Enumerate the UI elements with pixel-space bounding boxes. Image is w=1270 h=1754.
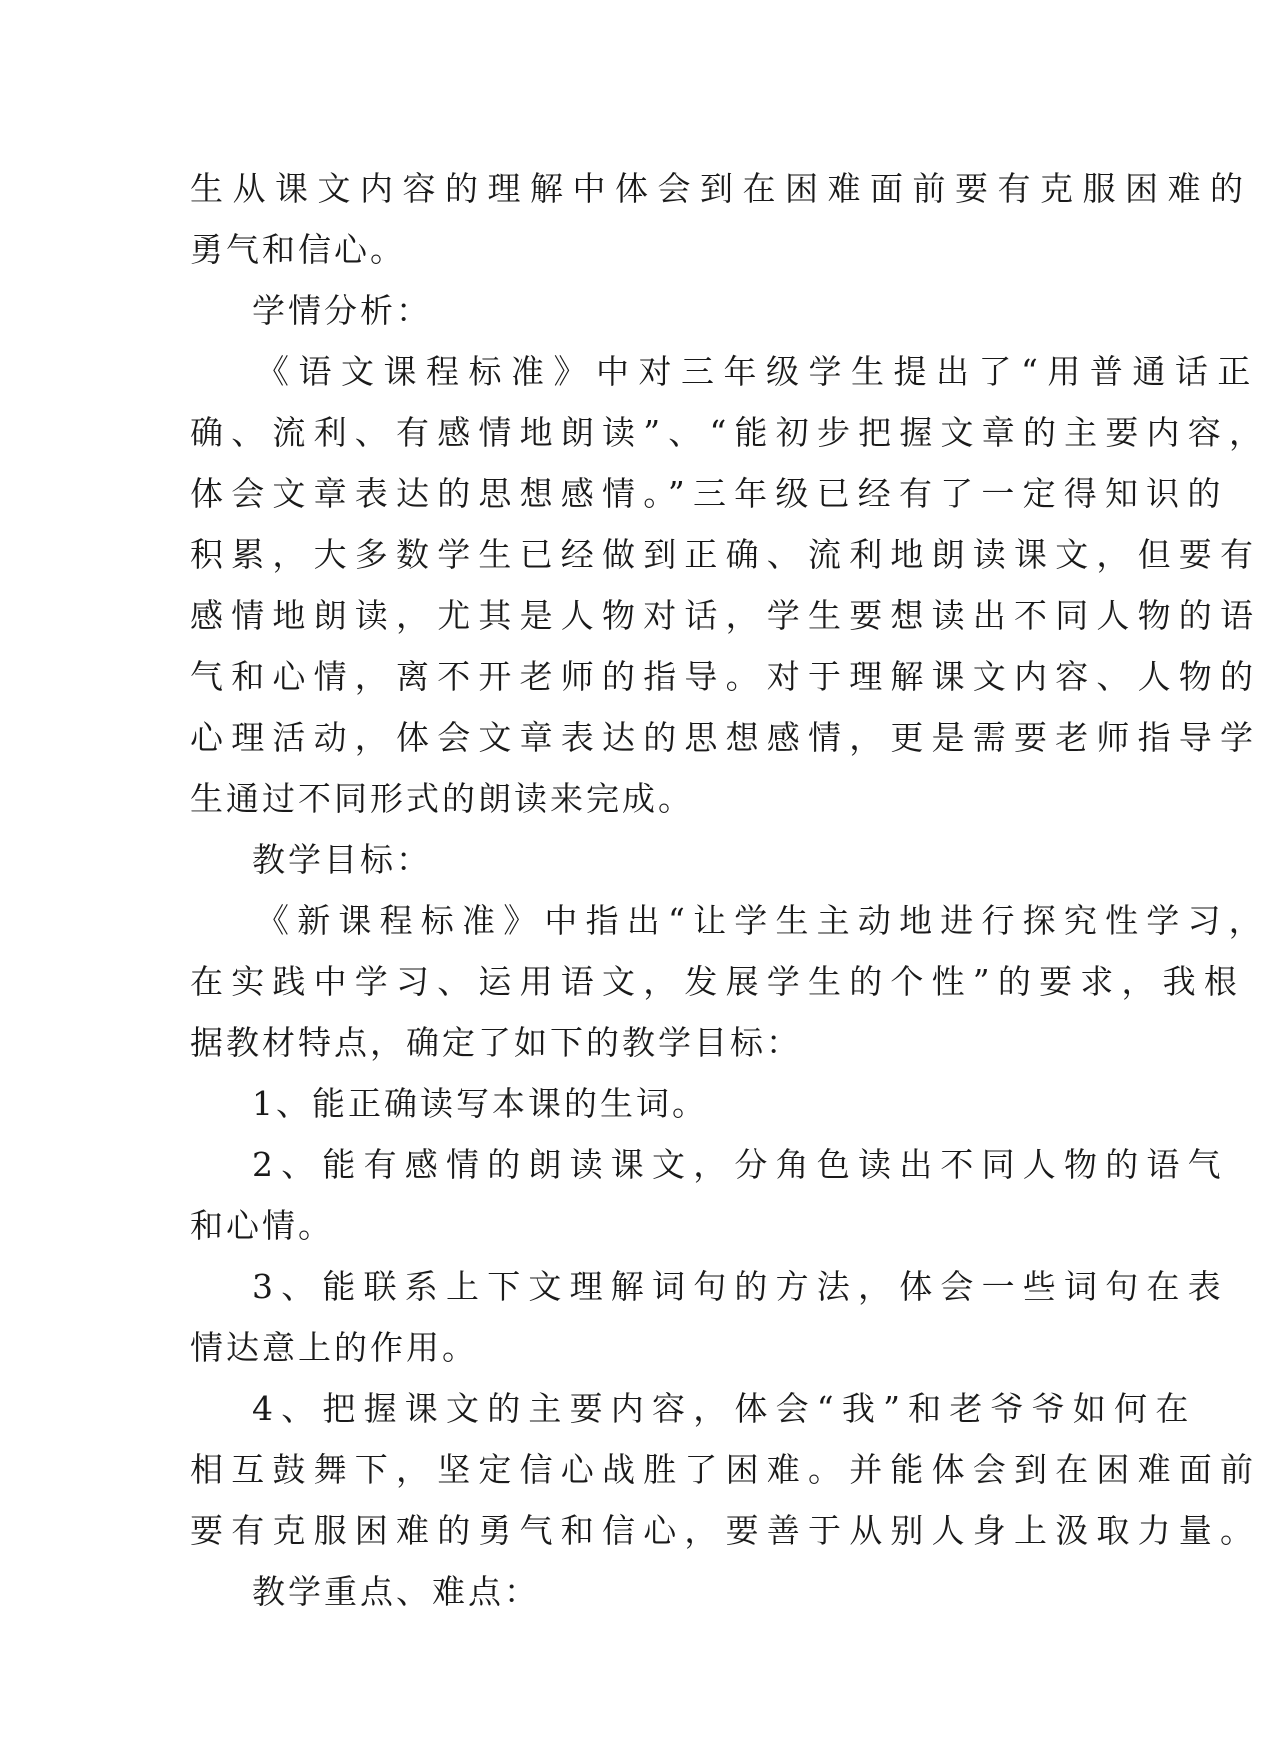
- paragraph-line: 生从课文内容的理解中体会到在困难面前要有克服困难的: [190, 169, 1253, 208]
- paragraph-line: 《语文课程标准》中对三年级学生提出了“用普通话正: [256, 352, 1260, 391]
- paragraph-line: 生通过不同形式的朗读来完成。: [190, 779, 694, 818]
- paragraph-line: 气和心情，离不开老师的指导。对于理解课文内容、人物的: [190, 657, 1262, 696]
- list-item: 1、能正确读写本课的生词。: [252, 1084, 708, 1123]
- paragraph-line: 情达意上的作用。: [190, 1328, 478, 1367]
- paragraph-line: 相互鼓舞下，坚定信心战胜了困难。并能体会到在困难面前: [190, 1450, 1262, 1489]
- paragraph-line: 积累，大多数学生已经做到正确、流利地朗读课文，但要有: [190, 535, 1262, 574]
- section-heading: 教学目标：: [252, 840, 432, 879]
- list-item: 3、能联系上下文理解词句的方法，体会一些词句在表: [252, 1267, 1229, 1306]
- list-item: 2、能有感情的朗读课文，分角色读出不同人物的语气: [252, 1145, 1229, 1184]
- section-heading: 学情分析：: [252, 291, 432, 330]
- paragraph-line: 和心情。: [190, 1206, 334, 1245]
- paragraph-line: 勇气和信心。: [190, 230, 406, 269]
- paragraph-line: 《新课程标准》中指出“让学生主动地进行探究性学习，: [256, 901, 1270, 940]
- paragraph-line: 感情地朗读，尤其是人物对话，学生要想读出不同人物的语: [190, 596, 1262, 635]
- section-heading: 教学重点、难点：: [252, 1572, 540, 1611]
- paragraph-line: 据教材特点，确定了如下的教学目标：: [190, 1023, 802, 1062]
- paragraph-line: 要有克服困难的勇气和信心，要善于从别人身上汲取力量。: [190, 1511, 1262, 1550]
- paragraph-line: 确、流利、有感情地朗读”、“能初步把握文章的主要内容，: [190, 413, 1270, 452]
- paragraph-line: 心理活动，体会文章表达的思想感情，更是需要老师指导学: [190, 718, 1262, 757]
- list-item: 4、把握课文的主要内容，体会“我”和老爷爷如何在: [252, 1389, 1197, 1428]
- document-body: [190, 158, 1270, 1622]
- paragraph-line: 体会文章表达的思想感情。”三年级已经有了一定得知识的: [190, 474, 1229, 513]
- paragraph-line: 在实践中学习、运用语文，发展学生的个性”的要求，我根: [190, 962, 1246, 1001]
